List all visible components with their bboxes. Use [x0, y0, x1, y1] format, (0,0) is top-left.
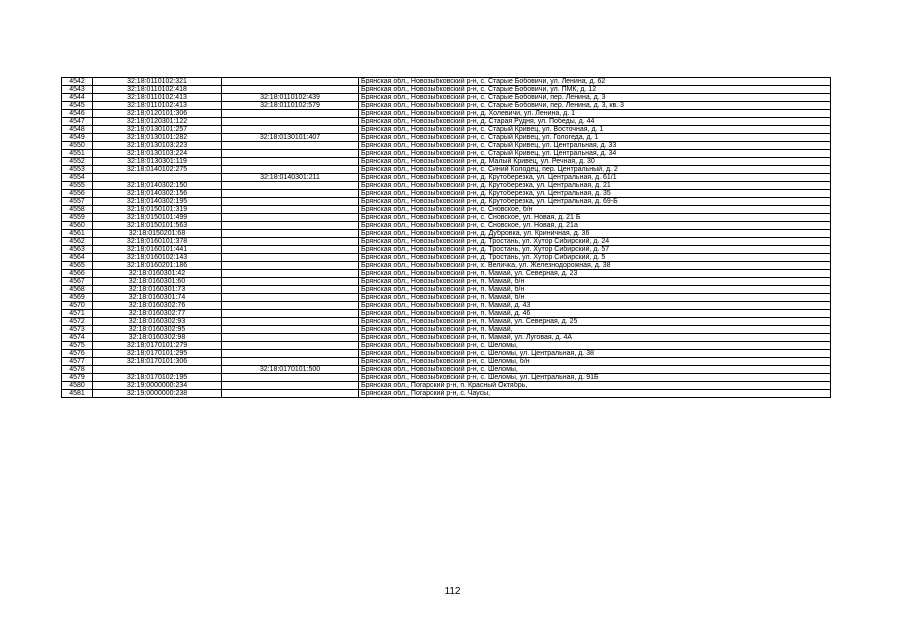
related-cadastral-number-cell: [222, 238, 359, 246]
property-table: [61, 77, 831, 398]
table-row: [62, 222, 831, 230]
address-cell: Брянская обл., Новозыбковский р-н, п. Мамай, ул. Северная, д. 25: [359, 318, 831, 326]
row-number-cell: 4578: [62, 366, 93, 374]
related-cadastral-number-cell: [222, 158, 359, 166]
table-row: [62, 198, 831, 206]
row-number-cell: 4547: [62, 118, 93, 126]
table-row: [62, 262, 831, 270]
table-row: [62, 246, 831, 254]
table-row: [62, 342, 831, 350]
table-row: [62, 318, 831, 326]
address-cell: Брянская обл., Новозыбковский р-н, с. Старые Бобовичи, пер. Ленина, д. 3, кв. 3: [359, 102, 831, 110]
related-cadastral-number-cell: [222, 382, 359, 390]
cadastral-number-cell: 32:18:0130103:224: [93, 150, 222, 158]
address-cell: Брянская обл., Новозыбковский р-н, д. Малый Кривец, ул. Речная, д. 30: [359, 158, 831, 166]
address-cell: Брянская обл., Новозыбковский р-н, с. Старые Бобовичи, пер. Ленина, д. 3: [359, 94, 831, 102]
row-number-cell: 4544: [62, 94, 93, 102]
table-row: [62, 230, 831, 238]
row-number-cell: 4563: [62, 246, 93, 254]
cadastral-number-cell: 32:18:0130301:119: [93, 158, 222, 166]
address-cell: Брянская обл., Новозыбковский р-н, с. Сновское, б/н: [359, 206, 831, 214]
table-row: [62, 150, 831, 158]
row-number-cell: 4564: [62, 254, 93, 262]
address-cell: Брянская обл., Новозыбковский р-н, п. Мамай, д. 43: [359, 302, 831, 310]
cadastral-number-cell: 32:18:0140302:150: [93, 182, 222, 190]
page-number: 112: [444, 586, 461, 597]
cadastral-number-cell: 32:18:0160301:74: [93, 294, 222, 302]
cadastral-number-cell: 32:18:0140102:275: [93, 166, 222, 174]
related-cadastral-number-cell: [222, 326, 359, 334]
related-cadastral-number-cell: [222, 150, 359, 158]
row-number-cell: 4579: [62, 374, 93, 382]
table-row: [62, 374, 831, 382]
cadastral-number-cell: 32:18:0170101:279: [93, 342, 222, 350]
table-row: [62, 158, 831, 166]
table-row: [62, 126, 831, 134]
related-cadastral-number-cell: [222, 374, 359, 382]
address-cell: Брянская обл., Новозыбковский р-н, п. Мамай, д. 46: [359, 310, 831, 318]
related-cadastral-number-cell: 32:18:0170101:500: [222, 366, 359, 374]
table-row: [62, 358, 831, 366]
cadastral-number-cell: 32:18:0160302:98: [93, 334, 222, 342]
related-cadastral-number-cell: [222, 342, 359, 350]
table-row: [62, 182, 831, 190]
related-cadastral-number-cell: [222, 110, 359, 118]
row-number-cell: 4548: [62, 126, 93, 134]
address-cell: Брянская обл., Новозыбковский р-н, с. Старые Бобовичи, ул. Ленина, д. 62: [359, 78, 831, 86]
table-row: [62, 110, 831, 118]
cadastral-number-cell: 32:18:0160302:93: [93, 318, 222, 326]
cadastral-number-cell: 32:18:0160302:76: [93, 302, 222, 310]
address-cell: Брянская обл., Новозыбковский р-н, с. Шеломы,: [359, 342, 831, 350]
table-row: [62, 78, 831, 86]
related-cadastral-number-cell: [222, 246, 359, 254]
cadastral-number-cell: 32:18:0170101:295: [93, 350, 222, 358]
address-cell: Брянская обл., Новозыбковский р-н, п. Мамай, ул. Луговая, д. 4А: [359, 334, 831, 342]
related-cadastral-number-cell: [222, 278, 359, 286]
row-number-cell: 4549: [62, 134, 93, 142]
row-number-cell: 4580: [62, 382, 93, 390]
cadastral-number-cell: [93, 366, 222, 374]
table-row: [62, 310, 831, 318]
related-cadastral-number-cell: [222, 198, 359, 206]
row-number-cell: 4568: [62, 286, 93, 294]
address-cell: Брянская обл., Новозыбковский р-н, д. Тростань, ул. Хутор Сибирский, д. 24: [359, 238, 831, 246]
row-number-cell: 4550: [62, 142, 93, 150]
cadastral-number-cell: 32:18:0120301:122: [93, 118, 222, 126]
address-cell: Брянская обл., Новозыбковский р-н, п. Мамай, б/н: [359, 294, 831, 302]
row-number-cell: 4554: [62, 174, 93, 182]
table-row: [62, 86, 831, 94]
table-row: [62, 102, 831, 110]
address-cell: Брянская обл., Новозыбковский р-н, с. Сновское, ул. Новая, д. 21 Б: [359, 214, 831, 222]
address-cell: Брянская обл., Новозыбковский р-н, д. Крутоберезка, ул. Центральная, д. 69-Б: [359, 198, 831, 206]
row-number-cell: 4572: [62, 318, 93, 326]
table-row: [62, 286, 831, 294]
table-row: [62, 302, 831, 310]
related-cadastral-number-cell: [222, 190, 359, 198]
table-row: [62, 334, 831, 342]
address-cell: Брянская обл., Новозыбковский р-н, д. Холевичи, ул. Ленина, д. 1: [359, 110, 831, 118]
row-number-cell: 4556: [62, 190, 93, 198]
related-cadastral-number-cell: [222, 286, 359, 294]
row-number-cell: 4562: [62, 238, 93, 246]
row-number-cell: 4543: [62, 86, 93, 94]
row-number-cell: 4573: [62, 326, 93, 334]
cadastral-number-cell: 32:18:0140302:156: [93, 190, 222, 198]
table-row: [62, 326, 831, 334]
address-cell: Брянская обл., Новозыбковский р-н, д. Дубровка, ул. Криничная, д. 36: [359, 230, 831, 238]
related-cadastral-number-cell: 32:18:0110102:579: [222, 102, 359, 110]
row-number-cell: 4581: [62, 390, 93, 398]
address-cell: Брянская обл., Новозыбковский р-н, с. Старый Кривец, ул. Центральная, д. 33: [359, 142, 831, 150]
row-number-cell: 4542: [62, 78, 93, 86]
address-cell: Брянская обл., Новозыбковский р-н, п. Мамай, б/н: [359, 286, 831, 294]
related-cadastral-number-cell: 32:18:0140301:211: [222, 174, 359, 182]
address-cell: Брянская обл., Новозыбковский р-н, с. Шеломы, б/н: [359, 358, 831, 366]
related-cadastral-number-cell: 32:18:0110102:439: [222, 94, 359, 102]
address-cell: Брянская обл., Новозыбковский р-н, п. Мамай, б/н: [359, 278, 831, 286]
cadastral-number-cell: 32:18:0130103:223: [93, 142, 222, 150]
cadastral-number-cell: 32:18:0150201:68: [93, 230, 222, 238]
address-cell: Брянская обл., Новозыбковский р-н, с. Синий Колодец, пер. Центральный, д. 2: [359, 166, 831, 174]
row-number-cell: 4577: [62, 358, 93, 366]
address-cell: Брянская обл., Новозыбковский р-н, с. Старый Кривец, ул. Гологеда, д. 1: [359, 134, 831, 142]
table-row: [62, 278, 831, 286]
row-number-cell: 4574: [62, 334, 93, 342]
cadastral-number-cell: 32:18:0110102:413: [93, 94, 222, 102]
row-number-cell: 4570: [62, 302, 93, 310]
row-number-cell: 4566: [62, 270, 93, 278]
related-cadastral-number-cell: [222, 182, 359, 190]
related-cadastral-number-cell: [222, 334, 359, 342]
cadastral-number-cell: 32:18:0130101:282: [93, 134, 222, 142]
related-cadastral-number-cell: [222, 230, 359, 238]
row-number-cell: 4552: [62, 158, 93, 166]
related-cadastral-number-cell: [222, 222, 359, 230]
related-cadastral-number-cell: [222, 270, 359, 278]
related-cadastral-number-cell: [222, 302, 359, 310]
address-cell: Брянская обл., Новозыбковский р-н, д. Старая Рудня, ул. Победы, д. 44: [359, 118, 831, 126]
related-cadastral-number-cell: [222, 294, 359, 302]
table-row: [62, 270, 831, 278]
address-cell: Брянская обл., Новозыбковский р-н, д. Крутоберезка, ул. Центральная, д. 61/1: [359, 174, 831, 182]
address-cell: Брянская обл., Новозыбковский р-н, с. Шеломы, ул. Центральная, д. 38: [359, 350, 831, 358]
address-cell: Брянская обл., Новозыбковский р-н, с. Шеломы, ул. Центральная, д. 91Б: [359, 374, 831, 382]
cadastral-number-cell: 32:18:0160101:441: [93, 246, 222, 254]
cadastral-number-cell: 32:18:0160302:95: [93, 326, 222, 334]
cadastral-number-cell: 32:18:0160201:186: [93, 262, 222, 270]
table-row: [62, 118, 831, 126]
cadastral-number-cell: 32:18:0150101:319: [93, 206, 222, 214]
related-cadastral-number-cell: [222, 142, 359, 150]
row-number-cell: 4555: [62, 182, 93, 190]
address-cell: Брянская обл., Погарский р-н, с. Чаусы,: [359, 390, 831, 398]
row-number-cell: 4569: [62, 294, 93, 302]
address-cell: Брянская обл., Новозыбковский р-н, с. Шеломы,: [359, 366, 831, 374]
cadastral-number-cell: 32:18:0160301:60: [93, 278, 222, 286]
cadastral-number-cell: 32:18:0150101:563: [93, 222, 222, 230]
cadastral-number-cell: 32:18:0160102:143: [93, 254, 222, 262]
related-cadastral-number-cell: [222, 350, 359, 358]
address-cell: Брянская обл., Новозыбковский р-н, д. Тростань, ул. Хутор Сибирский, д. 57: [359, 246, 831, 254]
cadastral-number-cell: 32:18:0160101:378: [93, 238, 222, 246]
address-cell: Брянская обл., Новозыбковский р-н, с. Старый Кривец, ул. Восточная, д. 1: [359, 126, 831, 134]
table-row: [62, 206, 831, 214]
cadastral-number-cell: 32:18:0150101:499: [93, 214, 222, 222]
row-number-cell: 4551: [62, 150, 93, 158]
related-cadastral-number-cell: 32:18:0130101:407: [222, 134, 359, 142]
related-cadastral-number-cell: [222, 78, 359, 86]
cadastral-number-cell: 32:19:0000000:238: [93, 390, 222, 398]
table-row: [62, 134, 831, 142]
row-number-cell: 4545: [62, 102, 93, 110]
related-cadastral-number-cell: [222, 214, 359, 222]
property-table-body: [62, 78, 831, 398]
address-cell: Брянская обл., Новозыбковский р-н, с. Старые Бобовичи, ул. ПМК, д. 12: [359, 86, 831, 94]
row-number-cell: 4571: [62, 310, 93, 318]
row-number-cell: 4559: [62, 214, 93, 222]
cadastral-number-cell: 32:18:0170102:195: [93, 374, 222, 382]
row-number-cell: 4565: [62, 262, 93, 270]
table-row: [62, 390, 831, 398]
cadastral-number-cell: 32:18:0110102:418: [93, 86, 222, 94]
related-cadastral-number-cell: [222, 126, 359, 134]
related-cadastral-number-cell: [222, 310, 359, 318]
cadastral-number-cell: 32:18:0120101:306: [93, 110, 222, 118]
table-row: [62, 142, 831, 150]
table-row: [62, 94, 831, 102]
cadastral-number-cell: 32:18:0130101:257: [93, 126, 222, 134]
related-cadastral-number-cell: [222, 358, 359, 366]
related-cadastral-number-cell: [222, 262, 359, 270]
row-number-cell: 4557: [62, 198, 93, 206]
related-cadastral-number-cell: [222, 254, 359, 262]
row-number-cell: 4561: [62, 230, 93, 238]
table-row: [62, 238, 831, 246]
row-number-cell: 4576: [62, 350, 93, 358]
address-cell: Брянская обл., Новозыбковский р-н, п. Мамай,: [359, 326, 831, 334]
related-cadastral-number-cell: [222, 86, 359, 94]
row-number-cell: 4546: [62, 110, 93, 118]
table-row: [62, 254, 831, 262]
cadastral-number-cell: 32:18:0160302:77: [93, 310, 222, 318]
cadastral-number-cell: 32:18:0110102:413: [93, 102, 222, 110]
table-row: [62, 174, 831, 182]
row-number-cell: 4553: [62, 166, 93, 174]
cadastral-number-cell: 32:18:0170101:306: [93, 358, 222, 366]
related-cadastral-number-cell: [222, 118, 359, 126]
address-cell: Брянская обл., Новозыбковский р-н, п. Мамай, ул. Северная, д. 23: [359, 270, 831, 278]
row-number-cell: 4560: [62, 222, 93, 230]
cadastral-number-cell: 32:18:0110102:321: [93, 78, 222, 86]
address-cell: Брянская обл., Погарский р-н, п. Красный Октябрь,: [359, 382, 831, 390]
related-cadastral-number-cell: [222, 166, 359, 174]
cadastral-number-cell: 32:18:0160301:73: [93, 286, 222, 294]
related-cadastral-number-cell: [222, 318, 359, 326]
cadastral-number-cell: 32:19:0000000:234: [93, 382, 222, 390]
row-number-cell: 4567: [62, 278, 93, 286]
address-cell: Брянская обл., Новозыбковский р-н, с. Старый Кривец, ул. Центральная, д. 34: [359, 150, 831, 158]
table-row: [62, 366, 831, 374]
cadastral-number-cell: 32:18:0140302:195: [93, 198, 222, 206]
address-cell: Брянская обл., Новозыбковский р-н, х. Величка, ул. Железнодорожная, д. 38: [359, 262, 831, 270]
row-number-cell: 4558: [62, 206, 93, 214]
table-row: [62, 350, 831, 358]
cadastral-number-cell: [93, 174, 222, 182]
address-cell: Брянская обл., Новозыбковский р-н, с. Сновское, ул. Новая, д. 21а: [359, 222, 831, 230]
related-cadastral-number-cell: [222, 390, 359, 398]
related-cadastral-number-cell: [222, 206, 359, 214]
address-cell: Брянская обл., Новозыбковский р-н, д. Крутоберезка, ул. Центральная, д. 21: [359, 182, 831, 190]
table-row: [62, 166, 831, 174]
table-row: [62, 214, 831, 222]
cadastral-number-cell: 32:18:0160301:42: [93, 270, 222, 278]
address-cell: Брянская обл., Новозыбковский р-н, д. Тростань, ул. Хутор Сибирский, д. 5: [359, 254, 831, 262]
table-row: [62, 294, 831, 302]
address-cell: Брянская обл., Новозыбковский р-н, д. Крутоберезка, ул. Центральная, д. 35: [359, 190, 831, 198]
table-row: [62, 190, 831, 198]
row-number-cell: 4575: [62, 342, 93, 350]
table-row: [62, 382, 831, 390]
